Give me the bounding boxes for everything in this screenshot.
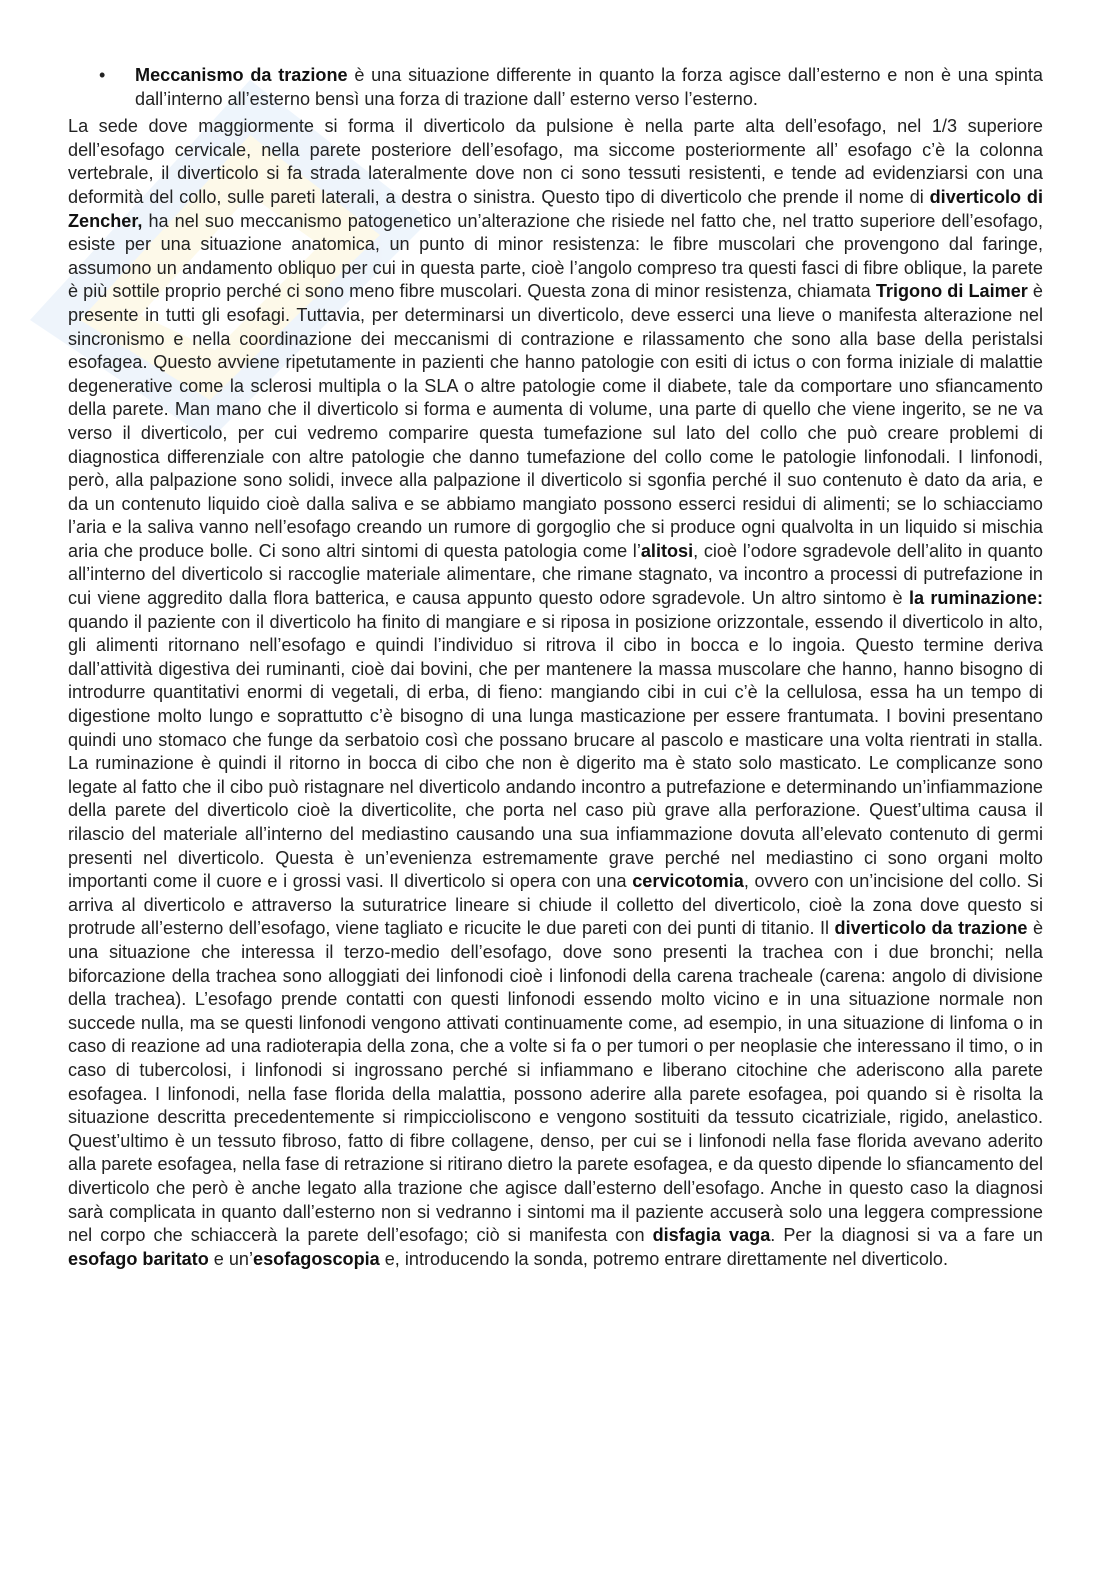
bold-term: esofago baritato xyxy=(68,1248,209,1269)
bold-term: la ruminazione: xyxy=(908,588,1043,609)
text-run: e un’ xyxy=(208,1248,254,1269)
bold-term: diverticolo di Zencher, xyxy=(68,186,1043,231)
text-run: ha nel suo meccanismo patogenetico un’alterazione che risiede nel fatto che, nel tratto superiore dell’esofago, esiste per una situazione anatomica, un punto di minor resistenza: le fibre muscolari che provengono dal faringe, assumono un andamento obliquo per cui in questa parte, cioè l’angolo compreso tra questi fasci di fibre oblique, la parete è più sottile proprio perché ci sono meno fibre muscolari. Questa zona di minor resistenza, chiamata xyxy=(68,210,1043,302)
text-run: e, introducendo la sonda, potremo entrare direttamente nel diverticolo. xyxy=(379,1248,948,1269)
body-paragraph xyxy=(68,115,1043,1271)
bullet-icon: • xyxy=(99,65,106,85)
text-run: , cioè l’odore sgradevole dell’alito in quanto all’interno del diverticolo si raccoglie materiale alimentare, che rimane stagnato, va incontro a processi di putrefazione in cui viene aggredito dalla flora batterica, e causa appunto questo odore sgradevole. Un altro sintomo è xyxy=(68,540,1043,609)
bold-term: cervicotomia xyxy=(632,871,744,892)
text-run: è presente in tutti gli esofagi. Tuttavia, per determinarsi un diverticolo, deve esserci una lieve o manifesta alterazione nel sincronismo e nella coordinazione dei meccanismi di contrazione e rilassamento che sono alla base della peristalsi esofagea. Questo avviene ripetutamente in pazienti che hanno patologie con esiti di ictus o con forma iniziale di malattie degenerative come la sclerosi multipla o la SLA o altre patologie come il diabete, tale da comportare uno sfiancamento della parete. Man mano che il diverticolo si forma e aumenta di volume, una parte di quello che viene ingerito, se ne va verso il diverticolo, per cui vedremo comparire questa tumefazione sul lato del collo che può creare problemi di diagnostica differenziale con altre patologie che danno tumefazione del collo come le patologie linfonodali. I linfonodi, però, alla palpazione sono solidi, invece alla palpazione il diverticolo si sgonfia perché il suo contenuto è dato da aria, e da un contenuto liquido cioè dalla saliva e se abbiamo mangiato possono esserci residui di alimenti; se lo schiacciamo l’aria e la saliva vanno nell’esofago creando un rumore di gorgoglio che si produce ogni qualvolta in un liquido si mischia aria che produce bolle. Ci sono altri sintomi di questa patologia come l’ xyxy=(68,281,1043,561)
text-run: è una situazione che interessa il terzo-medio dell’esofago, dove sono presenti la trachea con i due bronchi; nella biforcazione della trachea sono alloggiati dei linfonodi cioè i linfonodi della carena tracheale (carena: angolo di divisione della trachea). L’esofago prende contatti con questi linfonodi essendo molto vicino e in una situazione normale non succede nulla, ma se questi linfonodi vengono attivati continuamente come, ad esempio, in una situazione di linfoma o in caso di reazione ad una radioterapia della zona, che a volte si fa o per tumori o per neoplasie che interessano il timo, o in caso di tubercolosi, i linfonodi si ingrossano perché si infiammano e liberano citochine che aderiscono alla parete esofagea. I linfonodi, nella fase florida della malattia, possono aderire alla parete esofagea, poi quando si è risolta la situazione descritta precedentemente si rimpiccioliscono e vengono sostituiti da tessuto cicatriziale, rigido, anelastico. Quest’ultimo è un tessuto fibroso, fatto di fibre collagene, denso, per cui se i linfonodi nella fase florida avevano aderito alla parete esofagea, nella fase di retrazione si ritirano dietro la parete esofagea, e da questo dipende lo sfiancamento del diverticolo che però è anche legato alla trazione che agisce dall’esterno dell’esofago. Anche in questo caso la diagnosi sarà complicata in quanto dall’esterno non si vedranno i sintomi ma il paziente accuserà solo una leggera compressione nel corpo che schiaccerà la parete dell’esofago; ciò si manifesta con xyxy=(68,918,1044,1246)
bullet-text: è una situazione differente in quanto la forza agisce dall’esterno e non è una spinta dall’interno all’esterno bensì una forza di trazione dall’ esterno verso l’esterno. xyxy=(135,65,1043,109)
text-run: quando il paziente con il diverticolo ha finito di mangiare e si riposa in posizione orizzontale, essendo il diverticolo in alto, gli alimenti ritornano nell’esofago e quindi l’individuo si ritrova il cibo in bocca e lo ingoia. Questo termine deriva dall’attività digestiva dei ruminanti, cioè dai bovini, che per mantenere la massa muscolare che hanno, hanno bisogno di introdurre quantitativi enormi di vegetali, di erba, di fieno: mangiando cibi in cui c’è la cellulosa, essa ha un tempo di digestione molto lungo e soprattutto c’è bisogno di una lunga masticazione per essere frantumata. I bovini presentano quindi uno stomaco che funge da serbatoio così che possano brucare al pascolo e masticare una volta rientrati in stalla. La ruminazione è quindi il ritorno in bocca di cibo che non è digerito ma è stato solo masticato. Le complicanze sono legate al fatto che il cibo può ristagnare nel diverticolo andando incontro a putrefazione e determinando un’infiammazione della parete del diverticolo cioè la diverticolite, che porta nel caso più grave alla perforazione. Quest’ultima causa il rilascio del materiale all’interno del mediastino causando una sua infiammazione dovuta all’elevato contenuto di germi presenti nel diverticolo. Questa è un’evenienza estremamente grave perché nel mediastino ci sono organi molto importanti come il cuore e i grossi vasi. Il diverticolo si opera con una xyxy=(68,611,1043,892)
text-run: , ovvero con un’incisione del collo. Si arriva al diverticolo e attraverso la suturatrice lineare si chiude il colletto del diverticolo, cioè la zona dove questo si protrude all’esterno dell’esofago, viene tagliato e ricucite le due pareti con dei punti di titanio. Il xyxy=(68,871,1043,939)
text-run: . Per la diagnosi si va a fare un xyxy=(770,1225,1043,1246)
bullet-item xyxy=(68,64,1043,111)
bold-term: alitosi xyxy=(640,540,694,561)
bold-term: disfagia vaga xyxy=(652,1225,771,1246)
bullet-bold-term: Meccanismo da trazione xyxy=(135,65,348,85)
text-run: La sede dove maggiormente si forma il diverticolo da pulsione è nella parte alta dell’esofago, nel 1/3 superiore dell’esofago cervicale, nella parete posteriore dell’esofago, ma siccome posteriormente all’ esofago c’è la colonna vertebrale, il diverticolo si fa strada lateralmente dove non ci sono tessuti resistenti, e tende ad evidenziarsi con una deformità del collo, sulle pareti laterali, a destra o sinistra. Questo tipo di diverticolo che prende il nome di xyxy=(68,116,1043,207)
bold-term: esofagoscopia xyxy=(253,1248,380,1269)
document-page xyxy=(68,64,1043,1271)
bold-term: Trigono di Laimer xyxy=(875,281,1028,302)
bullet-list xyxy=(68,64,1043,111)
bold-term: diverticolo da trazione xyxy=(834,918,1028,939)
